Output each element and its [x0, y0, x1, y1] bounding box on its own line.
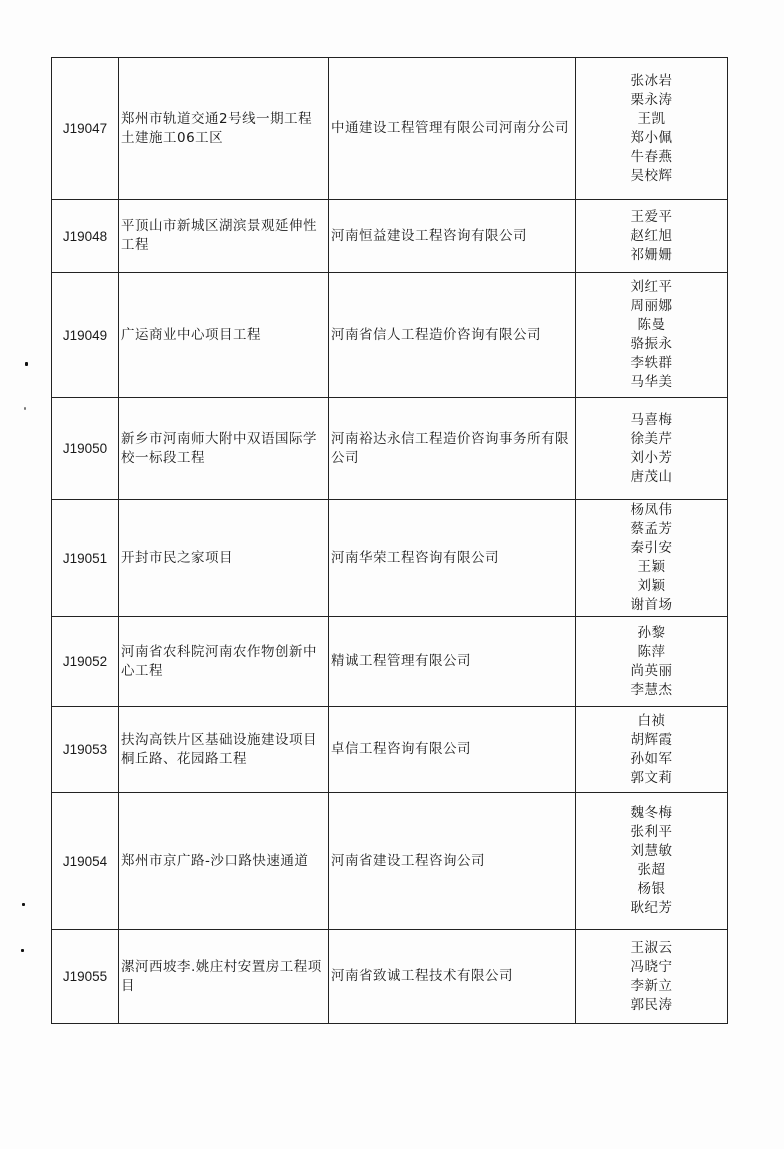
person-name: 李新立	[630, 977, 673, 994]
person-name: 马喜梅	[630, 411, 673, 428]
project-name: 平顶山市新城区湖滨景观延伸性工程	[121, 218, 317, 253]
person-name: 胡辉霞	[630, 731, 673, 748]
project-id: J19053	[62, 742, 108, 757]
scan-speck	[22, 903, 25, 906]
person-name: 张超	[637, 862, 666, 878]
company-cell	[329, 200, 576, 273]
project-id: J19051	[62, 550, 108, 566]
company-cell	[329, 500, 576, 617]
project-name: 广运商业中心项目工程	[121, 326, 261, 343]
person-name: 徐美芹	[630, 430, 673, 447]
project-id-cell	[52, 793, 119, 930]
person-name: 蔡孟芳	[630, 521, 673, 537]
company-cell	[329, 398, 576, 500]
company-cell	[329, 617, 576, 707]
person-name: 牛春燕	[630, 148, 673, 165]
project-name-cell	[119, 930, 329, 1024]
project-id-cell	[52, 930, 119, 1024]
company-name: 河南裕达永信工程造价咨询事务所有限公司	[331, 430, 569, 466]
person-name: 王凯	[637, 110, 666, 127]
person-name: 陈萍	[637, 643, 666, 660]
person-name: 马华美	[630, 374, 673, 390]
project-name-cell	[119, 500, 329, 617]
project-name-cell	[119, 200, 329, 273]
company-cell	[329, 930, 576, 1024]
project-id: J19054	[62, 853, 108, 869]
person-name: 王颖	[637, 559, 666, 575]
table-row	[52, 200, 728, 273]
person-name: 周丽娜	[630, 298, 673, 314]
person-name: 栗永涛	[630, 91, 673, 108]
company-name: 河南省信人工程造价咨询有限公司	[331, 326, 541, 343]
project-name-cell	[119, 273, 329, 398]
project-id-cell	[52, 200, 119, 273]
person-name: 骆振永	[630, 336, 673, 352]
person-name: 秦引安	[630, 540, 673, 556]
person-name: 吴校辉	[630, 167, 673, 184]
project-table	[51, 57, 728, 1024]
project-name-cell	[119, 793, 329, 930]
names-cell	[576, 58, 728, 200]
table-row	[52, 617, 728, 707]
project-name: 扶沟高铁片区基础设施建设项目桐丘路、花园路工程	[121, 731, 317, 767]
person-name: 郭民涛	[630, 996, 673, 1013]
company-cell	[329, 273, 576, 398]
project-id-cell	[52, 273, 119, 398]
person-name: 王爱平	[630, 208, 673, 225]
company-name: 河南恒益建设工程咨询有限公司	[331, 227, 527, 244]
names-cell	[576, 273, 728, 398]
person-name: 谢首场	[630, 597, 673, 613]
names-cell	[576, 793, 728, 930]
person-name: 孙黎	[637, 624, 666, 641]
table-row	[52, 930, 728, 1024]
project-name: 漯河西坡李.姚庄村安置房工程项目	[121, 958, 322, 994]
names-cell	[576, 617, 728, 707]
table-row	[52, 793, 728, 930]
project-id: J19048	[62, 228, 108, 244]
project-name-cell	[119, 398, 329, 500]
project-id: J19047	[62, 121, 108, 136]
table-row	[52, 273, 728, 398]
scan-speck	[21, 949, 24, 952]
person-name: 陈曼	[637, 317, 666, 333]
person-name: 魏冬梅	[630, 805, 673, 821]
person-name: 祁姗姗	[630, 246, 673, 263]
names-cell	[576, 398, 728, 500]
person-name: 郑小佩	[630, 129, 673, 146]
table-row	[52, 398, 728, 500]
person-name: 孙如军	[630, 750, 673, 767]
company-name: 河南省致诚工程技术有限公司	[331, 968, 513, 984]
project-id-cell	[52, 707, 119, 793]
names-cell	[576, 200, 728, 273]
project-name: 河南省农科院河南农作物创新中心工程	[121, 643, 317, 679]
scan-speck	[24, 407, 26, 410]
names-cell	[576, 500, 728, 617]
project-name-cell	[119, 58, 329, 200]
project-name: 郑州市轨道交通2号线一期工程土建施工06工区	[121, 110, 313, 146]
person-name: 尚英丽	[630, 662, 673, 679]
project-id-cell	[52, 500, 119, 617]
table-row	[52, 58, 728, 200]
project-id: J19055	[62, 969, 108, 984]
names-cell	[576, 707, 728, 793]
project-id-cell	[52, 58, 119, 200]
company-name: 精诚工程管理有限公司	[331, 653, 471, 669]
person-name: 赵红旭	[630, 227, 673, 244]
person-name: 刘慧敏	[630, 843, 673, 859]
names-cell	[576, 930, 728, 1024]
person-name: 张冰岩	[630, 72, 673, 89]
person-name: 王淑云	[630, 939, 673, 956]
person-name: 杨银	[637, 881, 666, 897]
project-name-cell	[119, 617, 329, 707]
scan-speck	[25, 362, 28, 366]
project-id-cell	[52, 617, 119, 707]
person-name: 冯晓宁	[630, 958, 673, 975]
person-name: 刘红平	[630, 279, 673, 295]
table-row	[52, 500, 728, 617]
person-name: 刘小芳	[630, 449, 673, 466]
project-name: 郑州市京广路-沙口路快速通道	[121, 852, 309, 869]
company-name: 河南华荣工程咨询有限公司	[331, 549, 499, 566]
person-name: 杨凤伟	[630, 502, 673, 518]
person-name: 唐茂山	[630, 468, 673, 485]
company-cell	[329, 58, 576, 200]
person-name: 刘颖	[637, 578, 666, 594]
project-name: 开封市民之家项目	[121, 549, 233, 566]
table-row	[52, 707, 728, 793]
person-name: 李慧杰	[630, 681, 673, 698]
person-name: 李轶群	[630, 355, 673, 371]
project-name-cell	[119, 707, 329, 793]
project-name: 新乡市河南师大附中双语国际学校一标段工程	[121, 430, 317, 466]
project-id: J19052	[62, 654, 108, 669]
person-name: 张利平	[630, 824, 673, 840]
project-id: J19050	[62, 441, 108, 456]
person-name: 白祯	[637, 712, 666, 729]
project-id-cell	[52, 398, 119, 500]
company-name: 河南省建设工程咨询公司	[331, 852, 485, 869]
person-name: 郭文莉	[630, 769, 673, 786]
project-id: J19049	[62, 327, 108, 343]
company-name: 卓信工程咨询有限公司	[331, 741, 471, 757]
company-cell	[329, 793, 576, 930]
company-name: 中通建设工程管理有限公司河南分公司	[331, 120, 569, 136]
company-cell	[329, 707, 576, 793]
person-name: 耿纪芳	[630, 900, 673, 916]
